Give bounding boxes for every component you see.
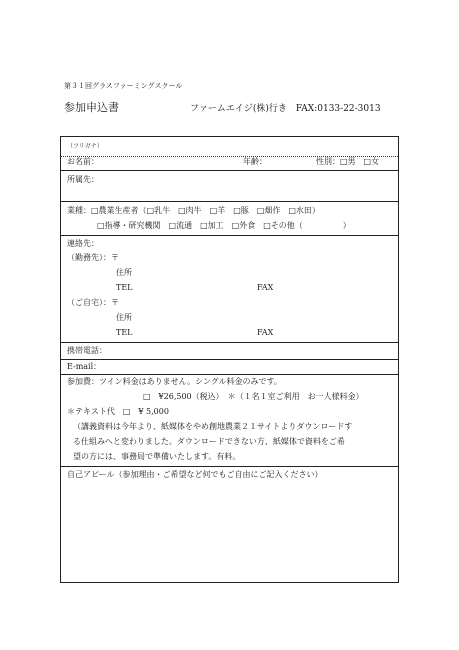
contact-label: 連絡先： xyxy=(67,239,99,248)
fee-label: 参加費：ツイン料金はありません。シングル料金のみです。 xyxy=(67,377,282,386)
row-divider xyxy=(61,466,398,467)
work-tel-field[interactable]: TEL xyxy=(116,283,133,292)
row-divider xyxy=(61,374,398,375)
occupation-checkboxes[interactable]: 業種：□農業生産者（□乳牛 □肉牛 □羊 □豚 □畑作 □水田） xyxy=(67,206,320,215)
row-divider xyxy=(61,235,398,236)
work-postal-field[interactable]: （勤務先）：〒 xyxy=(67,253,119,262)
self-appeal-field[interactable]: 自己アピール（参加理由・ご希望など何でもご自由にご記入ください） xyxy=(67,470,323,479)
work-fax-field[interactable]: FAX xyxy=(257,283,274,292)
row-divider xyxy=(61,201,398,202)
form-title: 参加申込書 xyxy=(64,101,119,114)
home-postal-field[interactable]: （ご自宅）：〒 xyxy=(67,298,119,307)
name-field[interactable]: お名前： xyxy=(67,157,99,166)
row-divider xyxy=(61,359,398,360)
fax-recipient: ファームエイジ(株)行き FAX:0133-22-3013 xyxy=(190,104,381,114)
row-divider xyxy=(61,170,398,171)
home-tel-field[interactable]: TEL xyxy=(116,328,133,337)
fee-checkbox[interactable]: □ ¥26,500（税込） ＊（１名１室ご利用 お一人様料金） xyxy=(143,392,364,401)
occupation-checkboxes-2[interactable]: □指導・研究機関 □流通 □加工 □外食 □その他（ ） xyxy=(97,221,351,230)
mobile-field[interactable]: 携帯電話： xyxy=(67,346,107,355)
event-title: 第３１回グラスファーミングスクール xyxy=(64,82,183,90)
application-form-table xyxy=(60,136,399,583)
home-fax-field[interactable]: FAX xyxy=(257,328,274,337)
row-divider xyxy=(61,342,398,343)
note-text: る仕組みへと変わりました。ダウンロードできない方、紙媒体で資料をご希 xyxy=(73,437,345,446)
email-field[interactable]: E-mail： xyxy=(67,362,102,371)
text-fee-checkbox[interactable]: ＊テキスト代 □ ¥ 5,000 xyxy=(67,407,169,416)
home-address-field[interactable]: 住所 xyxy=(116,313,132,322)
furigana-label: （フリガナ） xyxy=(67,143,103,150)
note-text: 望の方には、事務局で準備いたします。有料。 xyxy=(73,452,241,461)
affiliation-field[interactable]: 所属先： xyxy=(67,175,99,184)
note-text: （講義資料は今年より、紙媒体をやめ創地農業２１サイトよりダウンロードす xyxy=(73,422,353,431)
age-field[interactable]: 年齢： xyxy=(243,157,267,166)
work-address-field[interactable]: 住所 xyxy=(116,268,132,277)
gender-checkboxes[interactable]: 性別：□男 □女 xyxy=(316,157,380,166)
